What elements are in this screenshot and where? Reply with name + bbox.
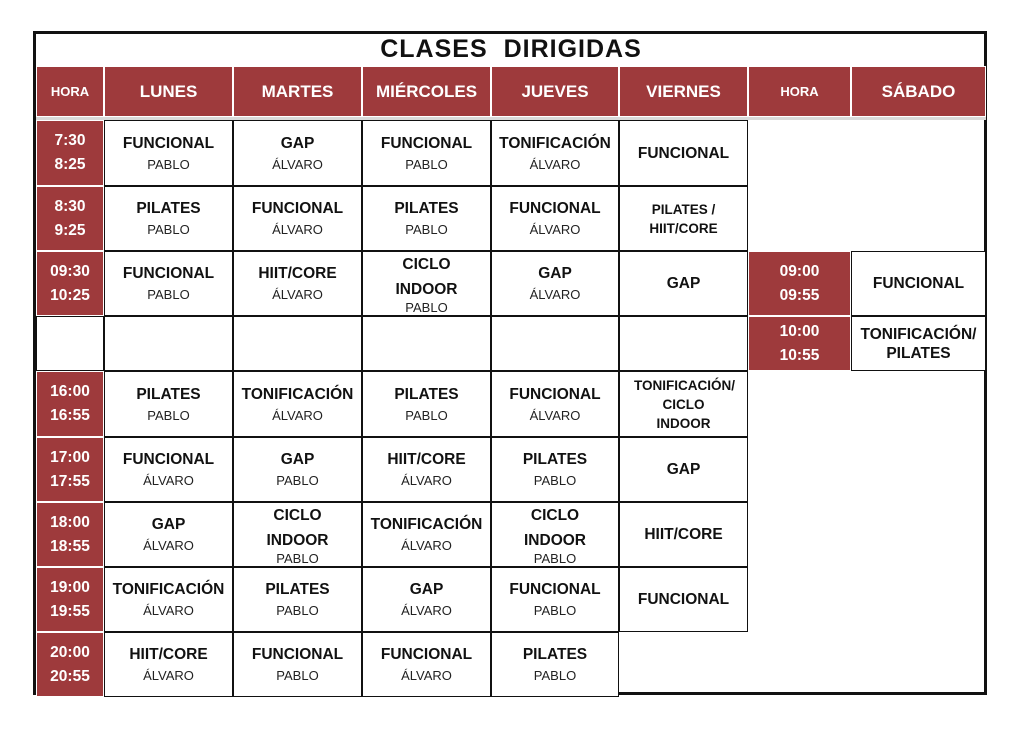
class-cell <box>491 437 619 502</box>
class-name: HIIT/CORE <box>644 526 723 543</box>
time-end: 17:55 <box>50 472 90 490</box>
class-cell <box>362 120 491 186</box>
instructor-name: PABLO <box>533 668 577 683</box>
class-cell <box>619 251 748 316</box>
class-cell <box>104 567 233 632</box>
class-name: FUNCIONAL <box>122 265 215 282</box>
time-slot <box>36 567 104 632</box>
class-cell <box>233 371 362 437</box>
time-start: 17:00 <box>50 448 90 466</box>
class-cell <box>619 316 748 371</box>
class-cell <box>619 120 748 186</box>
class-cell <box>491 186 619 251</box>
time-end: 9:25 <box>54 221 86 239</box>
class-name: FUNCIONAL <box>251 200 344 217</box>
time-slot <box>36 371 104 437</box>
saturday-class-cell <box>851 316 986 371</box>
class-name: GAP <box>538 265 572 282</box>
time-end: 20:55 <box>50 667 90 685</box>
instructor-name: PABLO <box>405 156 448 172</box>
class-name: TONIFICACIÓN <box>499 134 611 152</box>
instructor-name: PABLO <box>276 668 319 683</box>
class-name: PILATES / HIIT/CORE <box>649 201 718 236</box>
time-start: 20:00 <box>50 643 90 661</box>
class-name: FUNCIONAL <box>509 385 601 403</box>
class-name: FUNCIONAL <box>122 134 215 152</box>
class-cell <box>362 437 491 502</box>
class-name: FUNCIONAL <box>380 646 473 663</box>
instructor-name: ÁLVARO <box>401 603 452 618</box>
time-start: 18:00 <box>50 513 90 531</box>
class-cell <box>619 186 748 251</box>
header-jueves: JUEVES <box>491 66 619 117</box>
class-name: GAP <box>409 581 444 598</box>
time-start: 8:30 <box>54 197 86 215</box>
class-name: PILATES <box>136 385 201 403</box>
class-cell <box>491 502 619 567</box>
instructor-name: PABLO <box>147 156 190 172</box>
header-martes: MARTES <box>233 66 362 117</box>
instructor-name: PABLO <box>533 550 577 566</box>
class-cell <box>362 632 491 697</box>
page-title: CLASES DIRIGIDAS <box>380 35 642 63</box>
time-slot <box>36 502 104 567</box>
time-end: 19:55 <box>50 602 90 620</box>
time-slot <box>36 120 104 186</box>
class-name: CICLO INDOOR <box>266 506 329 549</box>
time-start: 19:00 <box>50 578 90 596</box>
instructor-name: ÁLVARO <box>143 538 194 553</box>
instructor-name: ÁLVARO <box>272 222 323 237</box>
class-cell <box>362 186 491 251</box>
instructor-name: ÁLVARO <box>529 287 581 302</box>
class-name: PILATES <box>136 200 201 217</box>
class-cell <box>104 502 233 567</box>
class-name: FUNCIONAL <box>872 275 965 292</box>
instructor-name: PABLO <box>147 222 190 237</box>
instructor-name: PABLO <box>405 299 448 315</box>
header-viernes: VIERNES <box>619 66 748 117</box>
saturday-time-slot <box>748 316 851 371</box>
time-slot <box>36 186 104 251</box>
class-cell <box>362 371 491 437</box>
class-cell <box>104 371 233 437</box>
empty-time-cell <box>36 316 104 371</box>
instructor-name: ÁLVARO <box>529 407 581 423</box>
class-name: CICLO INDOOR <box>524 506 586 549</box>
instructor-name: PABLO <box>405 222 448 237</box>
class-cell <box>619 502 748 567</box>
time-slot <box>36 251 104 316</box>
instructor-name: PABLO <box>405 407 448 423</box>
class-name: CICLO INDOOR <box>395 255 458 298</box>
class-cell <box>491 251 619 316</box>
time-start: 09:00 <box>779 262 820 280</box>
class-cell <box>491 316 619 371</box>
class-cell <box>233 502 362 567</box>
instructor-name: ÁLVARO <box>401 473 452 488</box>
header-lunes: LUNES <box>104 66 233 117</box>
class-name: GAP <box>151 516 186 533</box>
class-cell <box>233 632 362 697</box>
class-name: HIIT/CORE <box>129 646 208 663</box>
time-start: 7:30 <box>54 132 86 149</box>
class-name: FUNCIONAL <box>380 134 473 152</box>
class-cell <box>491 567 619 632</box>
class-name: TONIFICACIÓN/ CICLO INDOOR <box>634 377 735 431</box>
class-cell <box>362 316 491 371</box>
instructor-name: ÁLVARO <box>529 222 581 237</box>
class-cell <box>104 316 233 371</box>
class-name: PILATES <box>522 451 588 468</box>
instructor-name: PABLO <box>276 473 319 488</box>
time-end: 10:55 <box>779 346 820 364</box>
saturday-class-cell <box>851 251 986 316</box>
instructor-name: ÁLVARO <box>143 668 194 683</box>
class-cell <box>233 316 362 371</box>
class-name: PILATES <box>394 385 459 403</box>
instructor-name: PABLO <box>147 287 190 302</box>
time-start: 10:00 <box>779 322 820 340</box>
class-cell <box>362 251 491 316</box>
header-sabado: SÁBADO <box>851 66 986 117</box>
instructor-name: PABLO <box>533 473 577 488</box>
instructor-name: ÁLVARO <box>401 668 452 683</box>
time-slot <box>36 632 104 697</box>
class-cell <box>104 120 233 186</box>
header-hora: HORA <box>36 66 104 117</box>
time-end: 16:55 <box>50 407 90 424</box>
instructor-name: ÁLVARO <box>272 156 323 172</box>
class-name: GAP <box>280 451 315 468</box>
class-name: GAP <box>666 461 701 478</box>
time-start: 16:00 <box>50 383 90 400</box>
instructor-name: PABLO <box>147 407 190 423</box>
instructor-name: ÁLVARO <box>272 407 323 423</box>
time-slot <box>36 437 104 502</box>
instructor-name: PABLO <box>276 550 319 566</box>
instructor-name: ÁLVARO <box>143 603 194 618</box>
saturday-time-slot <box>748 251 851 316</box>
instructor-name: PABLO <box>533 603 577 618</box>
class-name: TONIFICACIÓN <box>241 385 354 403</box>
class-cell <box>233 251 362 316</box>
class-cell <box>619 437 748 502</box>
class-name: PILATES <box>394 200 459 217</box>
class-name: TONIFICACIÓN <box>370 516 483 533</box>
time-start: 09:30 <box>50 262 90 280</box>
time-end: 8:25 <box>54 156 86 173</box>
class-cell <box>233 120 362 186</box>
class-cell <box>362 567 491 632</box>
class-cell <box>619 371 748 437</box>
class-cell <box>104 632 233 697</box>
class-name: HIIT/CORE <box>258 265 337 282</box>
class-name: TONIFICACIÓN/ PILATES <box>860 325 977 362</box>
class-name: HIIT/CORE <box>387 451 466 468</box>
class-name: FUNCIONAL <box>251 646 344 663</box>
class-cell <box>233 186 362 251</box>
class-name: PILATES <box>265 581 330 598</box>
instructor-name: ÁLVARO <box>529 156 581 172</box>
class-name: GAP <box>666 275 701 292</box>
class-cell <box>104 251 233 316</box>
class-cell <box>362 502 491 567</box>
class-name: TONIFICACIÓN <box>112 581 225 598</box>
class-cell <box>491 371 619 437</box>
instructor-name: ÁLVARO <box>401 538 452 553</box>
class-name: PILATES <box>522 646 588 663</box>
class-name: FUNCIONAL <box>637 144 730 162</box>
class-name: FUNCIONAL <box>509 581 601 598</box>
class-cell <box>104 437 233 502</box>
instructor-name: ÁLVARO <box>143 473 194 488</box>
time-end: 10:25 <box>50 286 90 304</box>
class-cell <box>619 567 748 632</box>
class-cell <box>104 186 233 251</box>
class-cell <box>491 632 619 697</box>
class-cell <box>233 437 362 502</box>
class-cell <box>233 567 362 632</box>
header-miercoles: MIÉRCOLES <box>362 66 491 117</box>
class-name: GAP <box>280 134 315 152</box>
class-name: FUNCIONAL <box>637 591 730 608</box>
instructor-name: PABLO <box>276 603 319 618</box>
class-cell <box>491 120 619 186</box>
class-name: FUNCIONAL <box>509 200 601 217</box>
time-end: 18:55 <box>50 537 90 555</box>
header-hora-sabado: HORA <box>748 66 851 117</box>
time-end: 09:55 <box>779 286 820 304</box>
instructor-name: ÁLVARO <box>272 287 323 302</box>
class-name: FUNCIONAL <box>122 451 215 468</box>
